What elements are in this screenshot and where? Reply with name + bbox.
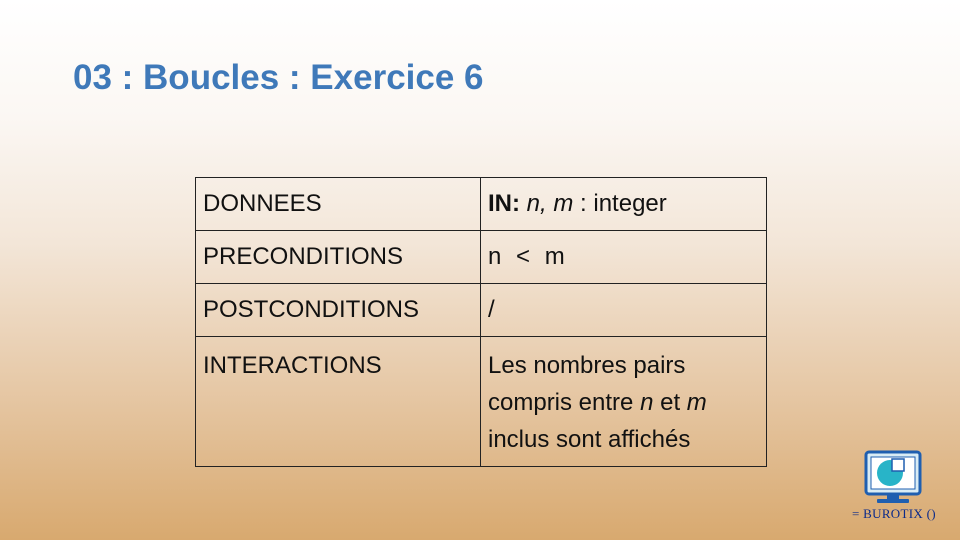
donnees-label: DONNEES	[196, 178, 481, 231]
interactions-line3: inclus sont affichés	[488, 426, 691, 453]
interactions-label: INTERACTIONS	[196, 337, 481, 467]
preconditions-value: n < m	[481, 231, 767, 284]
interactions-var-m: m	[686, 389, 707, 416]
table-row-postconditions	[196, 284, 767, 337]
table-row-donnees	[196, 178, 767, 231]
postconditions-label: POSTCONDITIONS	[196, 284, 481, 337]
postconditions-value: /	[481, 284, 767, 337]
slide-title: 03 : Boucles : Exercice 6	[73, 58, 484, 97]
donnees-type: : integer	[580, 190, 667, 217]
donnees-prefix: IN:	[488, 190, 520, 217]
donnees-vars: n, m	[526, 190, 574, 217]
table-row-preconditions	[196, 231, 767, 284]
interactions-line2-mid: et	[653, 389, 687, 416]
burotix-logo-text: = BUROTIX ()	[852, 506, 936, 521]
interactions-line1: Les nombres pairs	[488, 352, 686, 379]
specification-table	[195, 177, 767, 467]
donnees-value	[481, 178, 767, 231]
interactions-var-n: n	[640, 389, 654, 416]
interactions-value	[481, 337, 767, 467]
interactions-line2-start: compris entre	[488, 389, 641, 416]
table-row-interactions	[196, 337, 767, 467]
preconditions-label: PRECONDITIONS	[196, 231, 481, 284]
